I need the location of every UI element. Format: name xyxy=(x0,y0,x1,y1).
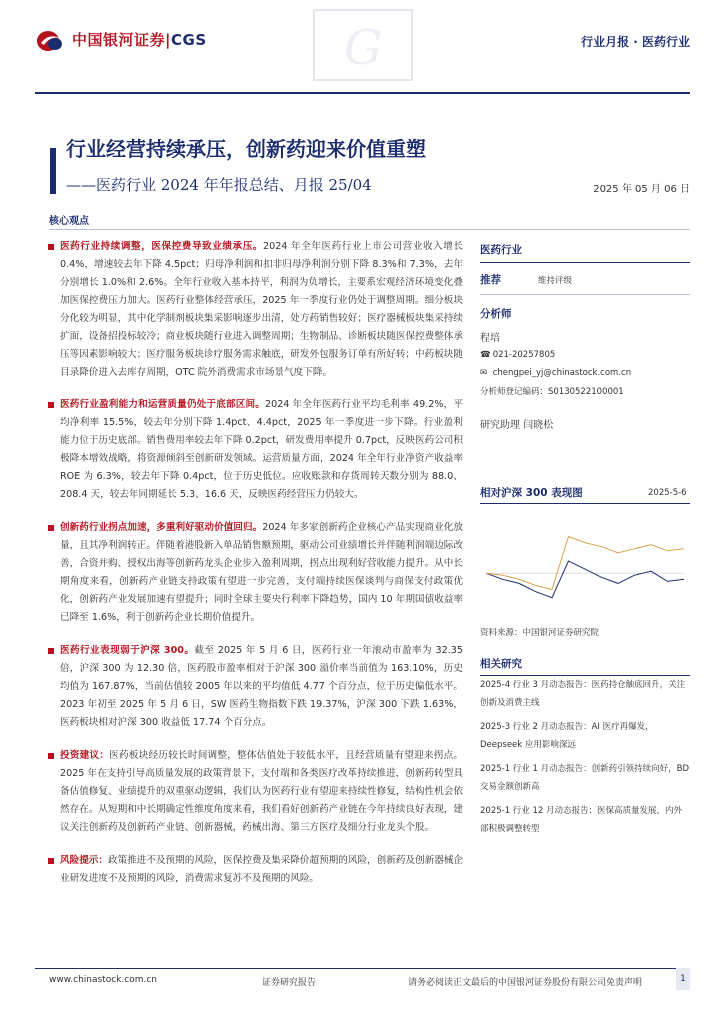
analyst-name: 程培 xyxy=(480,333,500,344)
relative-performance-chart xyxy=(480,506,690,622)
viewpoint-lead: 医药行业持续调整，医保控费导致业绩承压。 xyxy=(60,241,263,252)
analyst-cert: 分析师登记编码：S0130522100001 xyxy=(480,387,624,397)
chart-series-line-2 xyxy=(486,537,684,590)
core-views-body xyxy=(45,235,463,888)
viewpoint-text: 2024 年全年医药行业平均毛利率 49.2%，平均净利率 15.5%，较去年分别下降 1.4pct、4.4pct，2025 年一季度进一步下降。行业盈利能力位于历史底部。销售费用率较去年下降 0.2pct，研发费用率提升 0.7pct，反映医药公司积极降本增效战略，将资源倾斜至创新研发领域。运营质量方面，2024 年全年行业净资产收益率 ROE 为 6.3%，较去年下降 0.4pct，位于历史低位。应收账款和存货周转天数分别为 88.0、208.4 天，较去年同期延长 5.3、16.6 天，反映医药经营压力仍较大。 xyxy=(60,399,463,500)
analyst-label: 分析师 xyxy=(480,308,512,320)
viewpoint-paragraph xyxy=(45,852,463,888)
viewpoint-paragraph xyxy=(45,238,463,382)
related-research-list xyxy=(480,676,690,838)
related-report-link[interactable]: 2025-1 行业 12 月动态报告：医保高质量发展，内外部积极调整转型 xyxy=(480,806,683,834)
viewpoint-lead: 风险提示： xyxy=(60,855,108,866)
viewpoint-text: 政策推进不及预期的风险，医保控费及集采降价超预期的风险，创新药及创新器械企业研发进度不及预期的风险，消费需求复苏不及预期的风险。 xyxy=(60,855,464,884)
analyst-email[interactable] xyxy=(480,368,690,378)
viewpoint-paragraph xyxy=(45,642,463,732)
brand-name xyxy=(72,29,207,50)
related-report-link[interactable]: 2025-1 行业 1 月动态报告：创新药引领持续向好，BD 交易金额创新高 xyxy=(480,764,689,792)
chart-series-line-1 xyxy=(486,561,684,598)
viewpoint-text: 截至 2025 年 5 月 6 日，医药行业一年滚动市盈率为 32.35 倍，沪深 300 为 12.30 倍，医药股市盈率相对于沪深 300 溢价率当前值为 163.10%，历史均值为 167.87%，当前估值较 2005 年以来的平均值低 4.77 个百分点，位于历史偏低水平。2023 年初至 2025 年 5 月 6 日，SW 医药生物指数下跌 19.37%，沪深 300 下跌 1.63%，医药板块相对沪深 300 收益低 17.74 个百分点。 xyxy=(60,645,464,728)
research-assistant: 研究助理 闫晓松 xyxy=(480,420,554,431)
footer-url[interactable]: www.chinastock.com.cn xyxy=(49,975,157,985)
email-icon: ✉ xyxy=(480,368,488,378)
rating-label: 推荐 xyxy=(480,274,501,286)
footer-disclaimer: 请务必阅读正文最后的中国银河证券股份有限公司免责声明 xyxy=(408,978,643,988)
bullet-marker xyxy=(48,402,54,408)
viewpoint-paragraph xyxy=(45,396,463,504)
bullet-marker xyxy=(48,858,54,864)
report-title: 行业经营持续承压，创新药迎来价值重塑 xyxy=(66,137,426,161)
viewpoint-paragraph xyxy=(45,519,463,627)
bullet-marker xyxy=(48,753,54,759)
viewpoint-text: 2024 年全年医药行业上市公司营业收入增长 0.4%，增速较去年下降 4.5pct；归母净利润和扣非归母净利润分别下降 8.3%和 7.3%，去年分别增长 1.0%和 2.6%。全年行业收入基本持平，利润为负增长，主要系宏观经济环境变化叠加医保控费压力加大。医药行业整体经营承压，2025 年一季度行业仍处于调整周期。细分板块分化较为明显，其中化学制剂板块集采影响逐步出清，处方药销售较好；医疗器械板块集采持续扩面，设备招投标较冷；商业板块随行业进入调整周期；生物制品、诊断板块随医保控费整体承压等因素影响较大；医疗服务板块诊疗服务需求触底，研发外包服务订单有所好转；中药板块随目录降价进入去库存周期，OTC 院外消费需求市场景气度下降。 xyxy=(60,241,464,378)
bullet-marker xyxy=(48,525,54,531)
brand-name-cn: 中国银河证券 xyxy=(72,31,166,49)
core-views-divider xyxy=(49,229,690,230)
phone-number: 021-20257805 xyxy=(492,350,556,360)
footer-label: 证券研究报告 xyxy=(262,978,317,988)
brand-separator: | xyxy=(165,31,171,49)
industry-label: 医药行业 xyxy=(480,244,522,256)
header-divider xyxy=(35,92,690,94)
rating-divider xyxy=(480,294,690,295)
viewpoint-text: 医药板块经历较长时间调整，整体估值处于较低水平，且经营质量有望迎来拐点。2025 年在支持引导高质量发展的政策背景下，支付端和各类医疗改革持续推进，创新药转型具备估值修复、业绩提升的双重驱动逻辑，我们认为医药行业有望迎来持续性修复，结构性机会依然存在。从短期和中长期确定性维度角度来看，我们看好创新药产业链在今年持续良好表现，建议关注创新药及创新药产业链、创新器械，药械出海、第三方医疗及细分行业龙头个股。 xyxy=(60,750,464,833)
analyst-phone xyxy=(480,350,690,360)
related-report-link[interactable]: 2025-3 行业 2 月动态报告：AI 医疗再爆发，Deepseek 应用影响深远 xyxy=(480,722,654,750)
core-views-label: 核心观点 xyxy=(49,216,89,227)
svg-text:G: G xyxy=(343,20,383,76)
page-number: 1 xyxy=(676,968,690,990)
footer-divider xyxy=(35,968,690,969)
brand-name-en: CGS xyxy=(171,31,207,49)
title-accent-bar xyxy=(50,148,56,194)
viewpoint-lead: 医药行业表现弱于沪深 300。 xyxy=(60,645,195,656)
viewpoint-text: 2024 年多家创新药企业核心产品实现商业化放量，且其净利润转正。伴随着港股新入单品销售额预期，驱动公司业绩增长并伴随利润端边际改善，合资并购、授权出海等创新药龙头企业步入盈利周期，拐点出现利好营收能力提升。从中长期角度来看，创新药产业链支持政策有望进一步完善，支付端持续医保谈判与商保支付政策优化，创新药产业发展加速有望提升；同时全球主要央行利率下降趋势，国内 10 年期国债收益率已降至 1.6%，利于创新药企业长期价值提升。 xyxy=(60,522,464,623)
chart-title: 相对沪深 300 表现图 xyxy=(480,487,583,499)
chart-divider xyxy=(480,503,690,504)
report-date: 2025 年 05 月 06 日 xyxy=(593,184,690,195)
viewpoint-lead: 医药行业盈利能力和运营质量仍处于底部区间。 xyxy=(60,399,265,410)
viewpoint-paragraph xyxy=(45,747,463,837)
viewpoint-lead: 投资建议： xyxy=(60,750,110,761)
report-type-tag: 行业月报 · 医药行业 xyxy=(581,35,690,49)
cgs-watermark-icon xyxy=(310,6,416,84)
email-address[interactable]: chengpei_yj@chinastock.com.cn xyxy=(492,368,632,378)
viewpoint-lead: 创新药行业拐点加速，多重利好驱动价值回归。 xyxy=(60,522,263,533)
bullet-marker xyxy=(48,244,54,250)
phone-icon: ☎ xyxy=(480,350,491,360)
chart-date: 2025-5-6 xyxy=(648,488,687,498)
related-report-link[interactable]: 2025-4 行业 3 月动态报告：医药持仓触底回升，关注创新及消费主线 xyxy=(480,680,686,708)
brand-logo-icon xyxy=(36,30,64,52)
related-research-label: 相关研究 xyxy=(480,658,522,670)
chart-source: 资料来源：中国银河证券研究院 xyxy=(480,628,600,638)
report-subtitle: ——医药行业 2024 年年报总结、月报 25/04 xyxy=(66,176,372,194)
industry-divider xyxy=(480,262,690,263)
rating-value: 维持评级 xyxy=(538,276,573,286)
bullet-marker xyxy=(48,648,54,654)
